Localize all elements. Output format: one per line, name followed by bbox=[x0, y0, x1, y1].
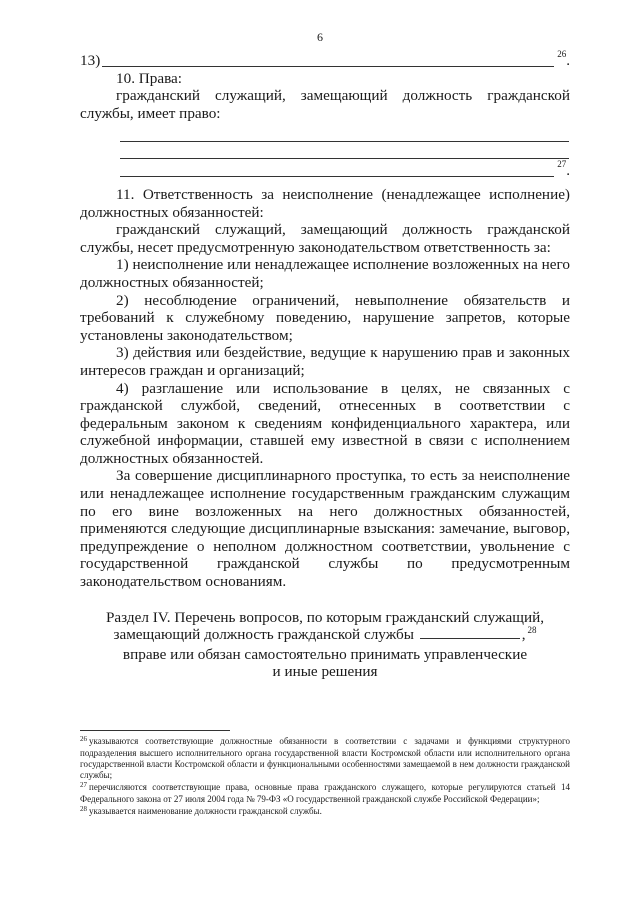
footnote-26-mark: 26 bbox=[80, 735, 87, 743]
footnotes bbox=[80, 736, 570, 819]
rights-blank-1 bbox=[120, 128, 569, 142]
footnote-27-text: перечисляются соответствующие права, основные права гражданского служащего, которые регулируются статьей 14 Федерального закона от 27 июля 2004 года № 79-ФЗ «О государственной гражданской службе Российской Федерации»; bbox=[80, 782, 570, 804]
footnote-28-text: указывается наименование должности гражданской службы. bbox=[89, 806, 322, 816]
footnote-28 bbox=[80, 806, 570, 818]
section-4-heading-line-1: Раздел IV. Перечень вопросов, по которым гражданский служащий, bbox=[105, 608, 545, 626]
rights-blank-line-2 bbox=[80, 145, 570, 162]
footnote-ref-26: 26 bbox=[557, 49, 567, 59]
section-4-heading-line-2-text: замещающий должность гражданской службы bbox=[113, 626, 414, 644]
item-13-line bbox=[80, 49, 570, 70]
section-4-heading-line-2 bbox=[80, 626, 570, 646]
item-13-label: 13) bbox=[80, 52, 101, 69]
section-10-text: гражданский служащий, замещающий должность гражданской службы, имеет право: bbox=[80, 87, 570, 122]
responsibility-item-4: 4) разглашение или использование в целях, не связанных с гражданской службой, сведений, отнесенных в соответствии с федеральным законом к сведениям конфиденциального характера, или служебной информации, ставшей ему известной в связи с исполнением должностных обязанностей. bbox=[80, 379, 570, 467]
responsibility-item-2: 2) несоблюдение ограничений, невыполнение обязательств и требований к служебному поведению, нарушение запретов, которые установлены законодательством; bbox=[80, 291, 570, 344]
document-body bbox=[80, 49, 570, 681]
section-11-title: 11. Ответственность за неисполнение (ненадлежащее исполнение) должностных обязанностей: bbox=[80, 185, 570, 221]
footnote-ref-28: 28 bbox=[527, 625, 537, 636]
responsibility-item-3: 3) действия или бездействие, ведущие к нарушению прав и законных интересов граждан и организаций; bbox=[80, 344, 570, 379]
position-blank bbox=[420, 626, 520, 639]
footnote-27 bbox=[80, 782, 570, 805]
item-13-trail: . bbox=[566, 52, 570, 69]
footnote-26-text: указываются соответствующие должностные обязанности в соответствии с задачами и функциями структурного подразделения высшего исполнительного органа государственной власти Костромской области или исполнительного органа государственной власти Костромской области и функциональными особенностями замещаемой в нем должности гражданской службы; bbox=[80, 736, 570, 780]
rights-blank-line-3 bbox=[80, 159, 570, 180]
section-11-intro: гражданский служащий, замещающий должность гражданской службы, несет предусмотренную законодательством ответственность за: bbox=[80, 221, 570, 256]
section-4-heading-line-4: и иные решения bbox=[272, 663, 378, 681]
footnote-26 bbox=[80, 736, 570, 781]
responsibility-item-1: 1) неисполнение или ненадлежащее исполнение возложенных на него должностных обязанностей; bbox=[80, 256, 570, 291]
page-number: 6 bbox=[317, 30, 323, 44]
discipline-paragraph: За совершение дисциплинарного проступка, то есть за неисполнение или ненадлежащее исполнение государственным гражданским служащим по его вине возложенных на него должностных обязанностей, применяются следующие дисциплинарные взыскания: замечание, выговор, предупреждение о неполном должностном соответствии, увольнение с государственной гражданской службы по предусмотренным законодательством основаниям. bbox=[80, 467, 570, 591]
item-13-blank bbox=[102, 53, 554, 67]
section-4-heading-line-3: вправе или обязан самостоятельно принимать управленческие bbox=[122, 645, 528, 663]
section-4-heading-comma: , bbox=[521, 626, 526, 644]
footnote-ref-27: 27 bbox=[557, 159, 567, 170]
rights-blank-2 bbox=[120, 145, 569, 159]
footnote-separator bbox=[80, 730, 230, 731]
rights-trail: . bbox=[566, 162, 570, 180]
section-4-heading bbox=[80, 609, 570, 681]
footnote-28-mark: 28 bbox=[80, 805, 87, 813]
footnote-27-mark: 27 bbox=[80, 781, 87, 789]
section-10-title: 10. Права: bbox=[116, 69, 183, 87]
rights-blank-line-1 bbox=[80, 128, 570, 145]
rights-blank-3 bbox=[120, 163, 554, 177]
